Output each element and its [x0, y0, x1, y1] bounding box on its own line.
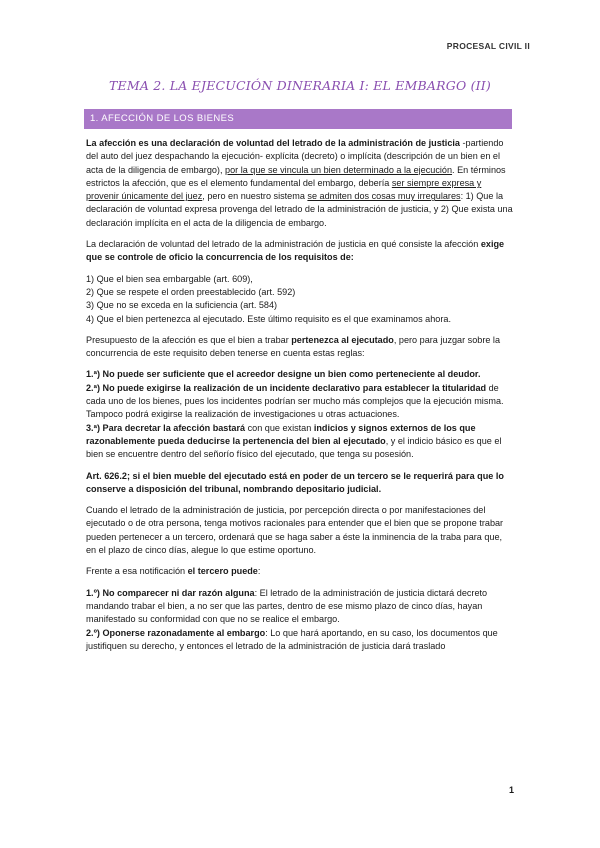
bold-text: indicios y signos externos de los que razonablemente pueda deducirse la pertenencia del bien al ejecutado [86, 422, 476, 446]
paragraph-requisitos [86, 238, 514, 265]
bold-text: 2.º) Oponerse razonadamente al embargo [86, 627, 266, 638]
text: : 1) Que la declaración de voluntad expresa provenga del letrado de la administración de justicia, y 2) Que exista una declaración implícita en el acta de la diligencia de embargo. [86, 191, 513, 228]
paragraph-article [86, 470, 514, 497]
paragraph-presupuesto [86, 334, 514, 361]
text: Frente a esa notificación [86, 566, 188, 577]
underlined-text: se admiten dos cosas muy irregulares [307, 191, 461, 202]
list-item: 3) Que no se exceda en la suficiencia (art. 584) [86, 300, 278, 311]
bold-text: 1.ª) No puede ser suficiente que el acreedor designe un bien como perteneciente al deudor. [86, 369, 481, 380]
bold-text: 2.ª) No puede exigirse la realización de un incidente declarativo para establecer la titularidad [86, 382, 487, 393]
opciones-list [86, 587, 514, 653]
bold-text: 1.º) No comparecer ni dar razón alguna [86, 587, 255, 598]
text: -partiendo del auto del juez despachando la ejecución- explícita (decreto) o implícita (descripción de un bien en el acta de la diligencia de embargo), [86, 138, 504, 175]
text: : [257, 566, 261, 577]
text: , y el indicio básico es que el bien se encuentre dentro del señorío físico del ejecutado, que tenga su posesión. [86, 435, 502, 460]
paragraph-notificacion [86, 565, 514, 578]
running-header: PROCESAL CIVIL II [446, 41, 530, 51]
text: La declaración de voluntad del letrado de la administración de justicia en qué consiste la afección [86, 239, 481, 250]
bold-text: el tercero puede [187, 566, 258, 577]
underlined-text: por la que se vincula un bien determinado a la ejecución [225, 164, 453, 175]
body-content [86, 137, 514, 661]
text: : El letrado de la administración de justicia dictará decreto mandando trabar el bien, a no ser que las partes, dentro de ese mismo plazo de cinco días, hayan manifestado su conformidad con que no se realice el embargo. [86, 587, 488, 625]
rule-item [86, 382, 514, 422]
bold-text: La afección es una declaración de voluntad del letrado de la administración de justicia [86, 138, 460, 148]
text: Presupuesto de la afección es que el bien a trabar [86, 334, 292, 345]
paragraph-afeccion-definicion [86, 137, 514, 230]
text: de cada uno de los bienes, pues los incidentes podrían ser mucho más complejos que la ejecución misma. [86, 382, 504, 407]
list-item: 2) Que se respete el orden preestablecido (art. 592) [86, 286, 296, 297]
document-title: TEMA 2. LA EJECUCIÓN DINERARIA I: EL EMBARGO (II) [109, 78, 491, 93]
rule-item [86, 422, 514, 462]
list-item: 4) Que el bien pertenezca al ejecutado. Este último requisito es el que examinamos ahora. [86, 313, 451, 324]
page-number: 1 [508, 785, 514, 795]
list-item: 1) Que el bien sea embargable (art. 609), [86, 273, 253, 284]
bold-text: 3.ª) Para decretar la afección bastará [86, 422, 246, 433]
bold-text: pertenezca al ejecutado [291, 334, 394, 345]
option-item [86, 587, 514, 627]
rule-item [86, 368, 514, 381]
section-heading: 1. AFECCIÓN DE LOS BIENES [84, 109, 512, 129]
reglas-list [86, 368, 514, 461]
text: , pero en nuestro sistema [202, 191, 308, 202]
bold-text: Art. 626.2 [86, 470, 127, 481]
paragraph-tercero: Cuando el letrado de la administración de justicia, por percepción directa o por manifestaciones del ejecutado o de otra persona, tenga motivos racionales para entender que el bien que se propone trabar pueden pertenecer a un tercero, ordenará que se haga saber a éste la inminencia de la traba para que, en el plazo de cinco días, alegue lo que estime oportuno. [86, 505, 504, 556]
bold-text: exige que se controle de oficio la concurrencia de los requisitos de: [86, 239, 505, 263]
bold-text: ; si el bien mueble del ejecutado está en poder de un tercero se le requerirá para que lo conserve a disposición del tribunal, nombrando depositario judicial. [86, 470, 504, 494]
requisitos-list [86, 273, 514, 326]
text: , pero para juzgar sobre la concurrencia de este requisito deben tenerse en cuenta estas reglas: [86, 334, 501, 359]
text: Tampoco podrá exigirse la realización de investigaciones u otras actuaciones. [86, 409, 400, 420]
text: : Lo que hará aportando, en su caso, los documentos que justifiquen su derecho, y entonces el letrado de la administración de justicia dará traslado [86, 627, 498, 651]
text: . En términos estrictos la afección, que es el elemento fundamental del embargo, debería [86, 164, 506, 188]
underlined-text: ser siempre expresa y provenir únicamente del juez [86, 177, 482, 202]
option-item [86, 627, 514, 654]
text: con que existan [245, 422, 314, 433]
